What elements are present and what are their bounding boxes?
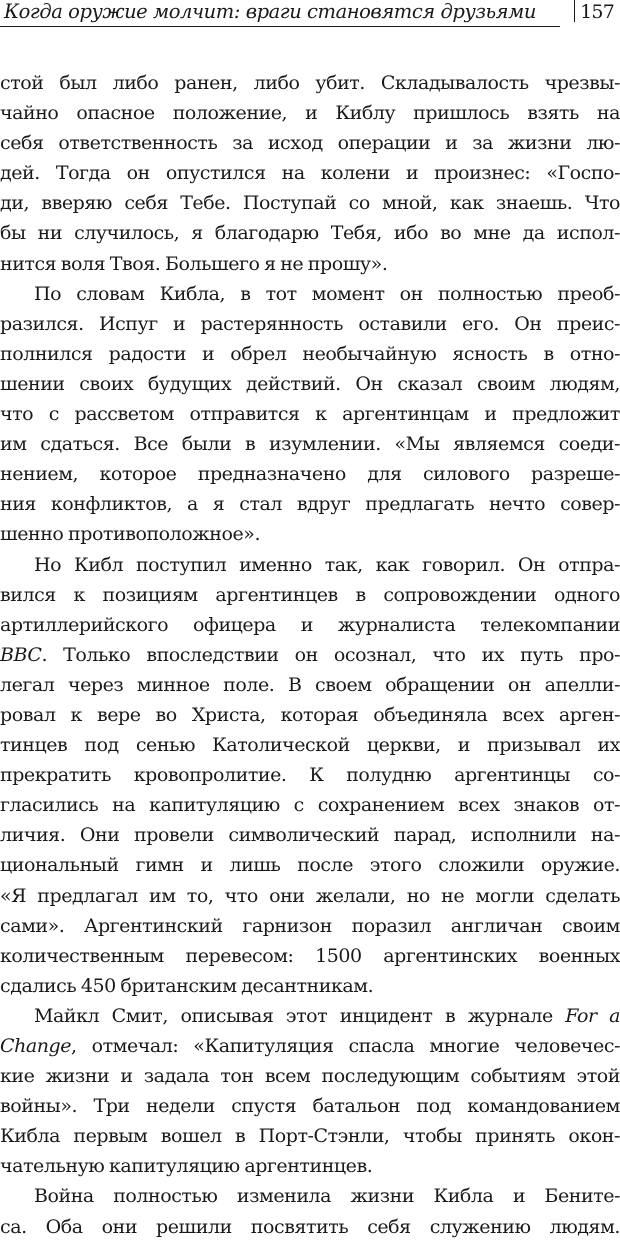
- text-line: чайно опасное положение, и Киблу пришлось взять на: [0, 102, 620, 125]
- italic-term: Change: [0, 1035, 72, 1057]
- text-line: количественным перевесом: 1500 аргентинских военных: [0, 944, 620, 967]
- text-line: шении своих будущих действий. Он сказал своим людям,: [0, 372, 620, 395]
- header-rule: [0, 26, 560, 27]
- text-line: полнился радости и обрел необычайную ясность в отно-: [0, 342, 620, 365]
- italic-term: BBC: [0, 643, 42, 666]
- text-line: личия. Они провели символический парад, исполнили на-: [0, 824, 620, 847]
- text-line: что с рассветом отправится к аргентинцам и предложит: [0, 403, 620, 426]
- body-text: [0, 68, 620, 1242]
- text-line: сами». Аргентинский гарнизон поразил англичан своим: [0, 914, 620, 937]
- text-line: са. Оба они решили посвятить себя служению людям.: [0, 1215, 620, 1238]
- chapter-title: Когда оружие молчит: враги становятся друзьями: [4, 0, 536, 23]
- text-line: «Я предлагал им то, что они желали, но не могли сделать: [0, 884, 620, 907]
- text-line: вился к позициям аргентинцев в сопровождении одного: [0, 583, 620, 606]
- text-line: ди, вверяю себя Тебе. Поступай со мной, как знаешь. Что: [0, 192, 620, 215]
- text-line: шенно противоположное».: [0, 523, 261, 546]
- text-line: им сдаться. Все были в изумлении. «Мы являемся соеди-: [0, 433, 620, 456]
- text-line: Change, отмечал: «Капитуляция спасла многие человечес-: [0, 1035, 620, 1057]
- text-line: сдались 450 британским десантникам.: [0, 974, 374, 997]
- text-line: артиллерийского офицера и журналиста телекомпании: [0, 613, 620, 636]
- text-line: циональный гимн и лишь после этого сложили оружие.: [0, 854, 620, 877]
- text-line: себя ответственность за исход операции и за жизни лю-: [0, 132, 620, 155]
- text-line: легал через минное поле. В своем обращении он апелли-: [0, 673, 620, 696]
- text-line: кие жизни и задала тон всем последующим событиям этой: [0, 1065, 620, 1088]
- running-header: [4, 0, 616, 28]
- text-line: ния конфликтов, а я стал вдруг предлагать нечто совер-: [0, 493, 620, 516]
- text-line: чательную капитуляцию аргентинцев.: [0, 1155, 373, 1178]
- text-line: нится воля Твоя. Большего я не прошу».: [0, 252, 388, 275]
- text-line: нением, которое предназначено для силового разреше-: [0, 463, 620, 486]
- text-line: стой был либо ранен, либо убит. Складывалость чрезвы-: [0, 72, 620, 94]
- text-line: Кибла первым вошел в Порт-Стэнли, чтобы принять окон-: [0, 1125, 620, 1148]
- text-line: Майкл Смит, описывая этот инцидент в журнале For a: [34, 1004, 620, 1027]
- text-line: Но Кибл поступил именно так, как говорил. Он отпра-: [34, 553, 620, 576]
- page-number: 157: [574, 0, 614, 22]
- text-line: гласились на капитуляцию с сохранением всех знаков от-: [0, 794, 620, 817]
- italic-term: For a: [565, 1004, 620, 1027]
- text-line: прекратить кровопролитие. К полудню аргентинцы со-: [0, 764, 620, 787]
- text-line: тинцев под сенью Католической церкви, и призывал их: [0, 734, 620, 757]
- text-line: BBC. Только впоследствии он осознал, что их путь про-: [0, 643, 620, 666]
- text-line: войны». Три недели спустя батальон под командованием: [0, 1095, 620, 1118]
- text-line: разился. Испуг и растерянность оставили его. Он преис-: [0, 312, 620, 335]
- text-line: бы ни случилось, я благодарю Тебя, ибо во мне да испол-: [0, 222, 620, 245]
- text-line: По словам Кибла, в тот момент он полностью преоб-: [34, 282, 620, 305]
- text-line: ровал к вере во Христа, которая объединяла всех арген-: [0, 703, 620, 726]
- text-line: дей. Тогда он опустился на колени и произнес: «Госпо-: [0, 162, 620, 185]
- text-line: Война полностью изменила жизни Кибла и Бените-: [34, 1185, 620, 1208]
